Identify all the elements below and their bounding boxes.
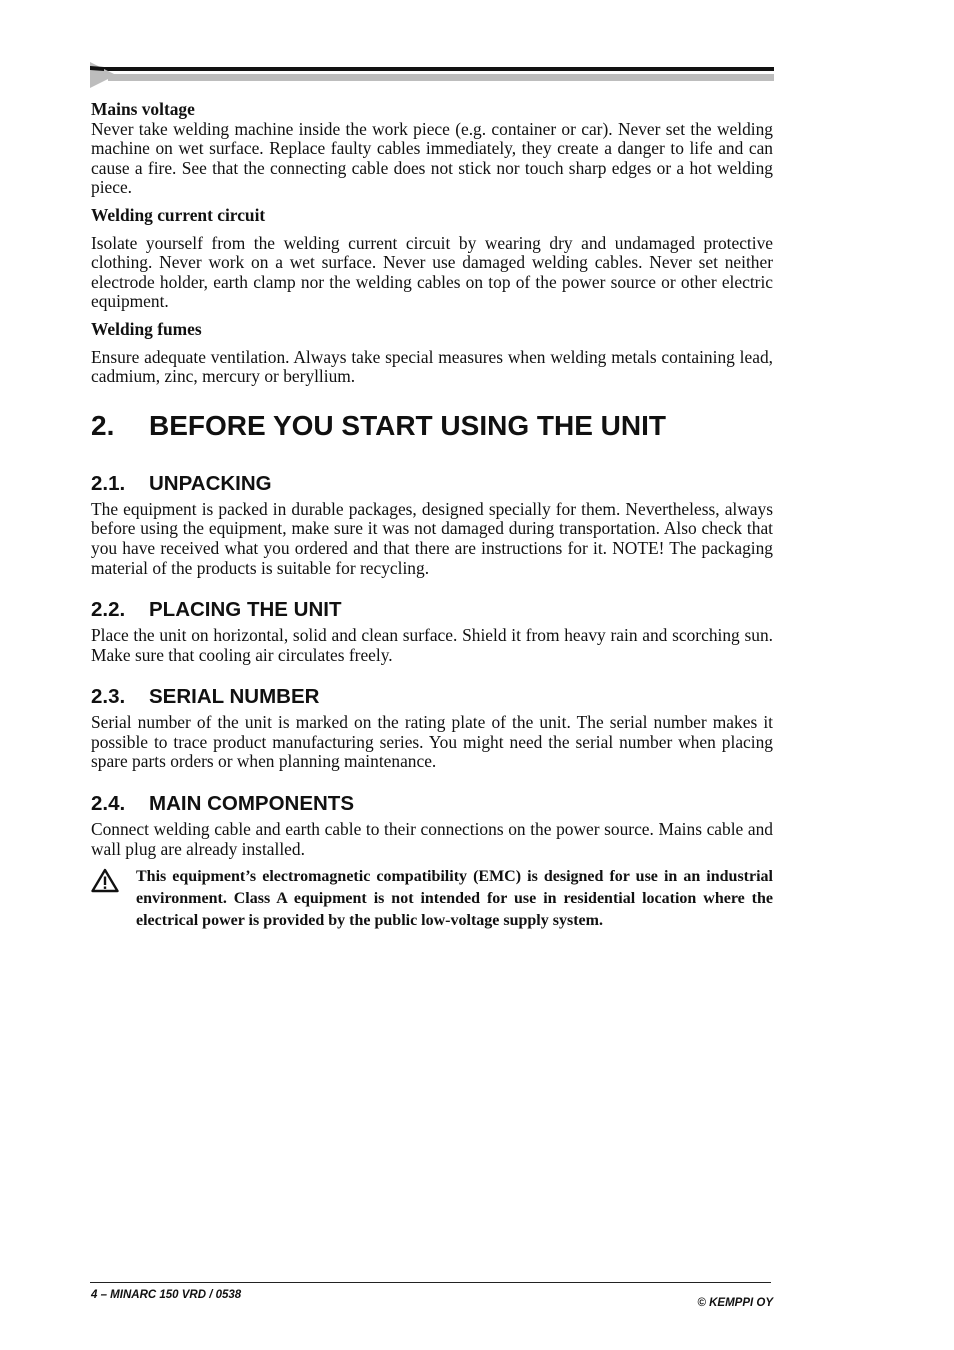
section-number: 2.1. bbox=[91, 471, 126, 495]
section-title: UNPACKING bbox=[149, 471, 272, 495]
header-decoration bbox=[90, 62, 774, 88]
section-heading-serial bbox=[91, 684, 773, 710]
warning-text: This equipment’s electromagnetic compatibility (EMC) is designed for use in an industrial environment. Class A equipment is not intended for use in residential location where the electrical power is provided by the public low-voltage supply system. bbox=[136, 868, 773, 930]
section-number: 2.3. bbox=[91, 685, 126, 709]
chapter-title: BEFORE YOU START USING THE UNIT bbox=[149, 409, 666, 441]
warning-triangle-icon bbox=[91, 866, 136, 932]
page-content bbox=[91, 100, 773, 932]
welding-current-text: Isolate yourself from the welding current circuit by wearing dry and undamaged protective clothing. Never work on a wet surface. Never use damaged welding cables. Never set neither electrode holder, earth clamp nor the welding cables on top of the power source or other electric equipment. bbox=[91, 232, 773, 312]
section-text-placing: Place the unit on horizontal, solid and clean surface. Shield it from heavy rain and scorching sun. Make sure that cooling air circulates freely. bbox=[91, 625, 773, 665]
chapter-heading bbox=[91, 409, 773, 443]
section-heading-components bbox=[91, 791, 773, 817]
section-text-components: Connect welding cable and earth cable to their connections on the power source. Mains cable and wall plug are already installed. bbox=[91, 819, 773, 859]
footer-rule bbox=[90, 1282, 771, 1283]
emc-warning bbox=[91, 866, 773, 932]
welding-fumes-heading: Welding fumes bbox=[91, 318, 202, 339]
section-text-unpacking: The equipment is packed in durable packages, designed specially for them. Nevertheless, always before using the equipment, make sure it was not damaged during transportation. Also check that you have received what you ordered and that there are instructions for it. NOTE! The packaging material of the products is suitable for recycling. bbox=[91, 498, 773, 578]
section-title: MAIN COMPONENTS bbox=[149, 792, 354, 816]
footer-copyright: © KEMPPI OY bbox=[697, 1297, 773, 1309]
chapter-number: 2. bbox=[91, 409, 115, 441]
section-title: SERIAL NUMBER bbox=[149, 685, 320, 709]
section-text-serial: Serial number of the unit is marked on the rating plate of the unit. The serial number makes it possible to trace product manufacturing series. You might need the serial number when placing spare parts orders or when planning maintenance. bbox=[91, 712, 773, 772]
welding-current-heading: Welding current circuit bbox=[91, 204, 266, 225]
footer-page-info: 4 – MINARC 150 VRD / 0538 bbox=[91, 1289, 242, 1301]
section-number: 2.2. bbox=[91, 598, 126, 622]
section-heading-unpacking bbox=[91, 471, 773, 497]
section-heading-placing bbox=[91, 597, 773, 623]
section-title: PLACING THE UNIT bbox=[149, 598, 342, 622]
section-number: 2.4. bbox=[91, 792, 126, 816]
welding-fumes-text: Ensure adequate ventilation. Always take special measures when welding metals containing lead, cadmium, zinc, mercury or beryllium. bbox=[91, 346, 773, 387]
mains-voltage-heading: Mains voltage bbox=[91, 99, 195, 119]
mains-voltage-text: Never take welding machine inside the work piece (e.g. container or car). Never set the welding machine on wet surface. Replace faulty cables immediately, they create a danger to life and can cause a fire. See that the connecting cable does not stick nor touch sharp edges or a hot welding piece. bbox=[91, 118, 773, 198]
